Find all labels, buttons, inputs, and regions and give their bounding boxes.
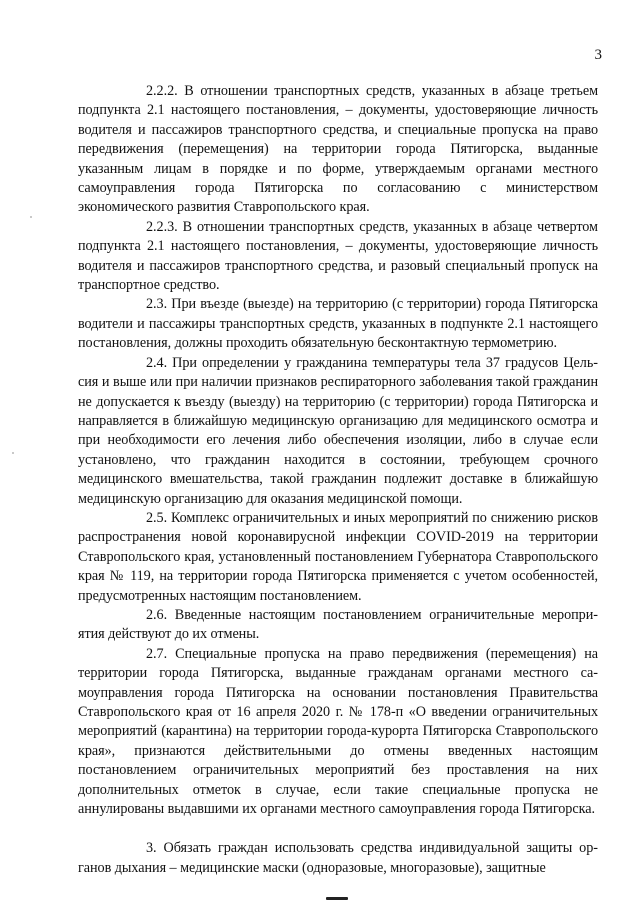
paragraph-2-5: 2.5. Комплекс ограничительных и иных мероприятий по снижению рисков распространения новой коронавирусной инфекции COVID-2019 на территории Ставропольского края, установленный постановлением Губернатора Ставропольского края № 119, на территории города Пятигорска применяется с учетом особенностей, предусмотренных настоящим постановлением. — [78, 509, 598, 604]
document-body — [78, 82, 598, 878]
paragraph-2-3: 2.3. При въезде (выезде) на территорию (с территории) города Пятигорска водители и пассажиры транспортных средств, указанных в подпункте 2.1 настоящего постановления, должны проходить обязательную бесконтактную термометрию. — [78, 296, 598, 352]
scan-speck — [30, 216, 32, 218]
scan-speck — [12, 452, 14, 454]
paragraph-2-4: 2.4. При определении у гражданина температуры тела 37 градусов Цельсия и выше или при наличии признаков респираторного заболевания такой гражданин не допускается к въезду (выезду) на территорию (с территории) города Пятигорска и направляется в ближайшую медицинскую организацию для медицинского осмотра и при необходимости его лечения либо обеспечения изоляции, либо в случае если установлено, что гражданин находится в состоянии, требующем срочного медицинского вмешательства, такой гражданин подлежит доставке в ближайшую медицинскую организацию для оказания медицинской помощи. — [78, 354, 598, 507]
paragraph-2-2-3: 2.2.3. В отношении транспортных средств, указанных в абзаце четвертом подпункта 2.1 настоящего постановления, – документы, удостоверяющие личность водителя и пассажиров транспортного средства, и разовый специальный пропуск на транспортное средство. — [78, 218, 598, 294]
paragraph-3: 3. Обязать граждан использовать средства индивидуальной защиты органов дыхания – медицинские маски (одноразовые, многоразовые), защитные — [78, 840, 598, 876]
paragraph-2-7: 2.7. Специальные пропуска на право передвижения (перемещения) на территории города Пятигорска, выданные гражданам органами местного самоуправления города Пятигорска на основании постановления Правительства Ставропольского края от 16 апреля 2020 г. № 178-п «О введении ограничительных мероприятий (карантина) на территории города-курорта Пятигорска Ставропольского края», признаются действительными до отмены введенных настоящим постановлением ограничительных мероприятий без проставления на них дополнительных отметок в случае, если такие специальные пропуска не аннулированы выдавшими их органами местного самоуправления города Пятигорска. — [78, 645, 598, 818]
page-number: 3 — [594, 47, 602, 63]
paragraph-2-6: 2.6. Введенные настоящим постановлением ограничительные мероприятия действуют до их отмены. — [78, 606, 598, 643]
footer-mark — [326, 897, 348, 900]
paragraph-2-2-2: 2.2.2. В отношении транспортных средств, указанных в абзаце третьем подпункта 2.1 настоящего постановления, – документы, удостоверяющие личность водителя и пассажиров транспортного средства, и специальные пропуска на право передвижения (перемещения) на территории города Пятигорска, выданные указанным лицам в порядке и по форме, утверждаемым органами местного самоуправления города Пятигорска по согласованию с министерством экономического развития Ставропольского края. — [78, 83, 598, 216]
